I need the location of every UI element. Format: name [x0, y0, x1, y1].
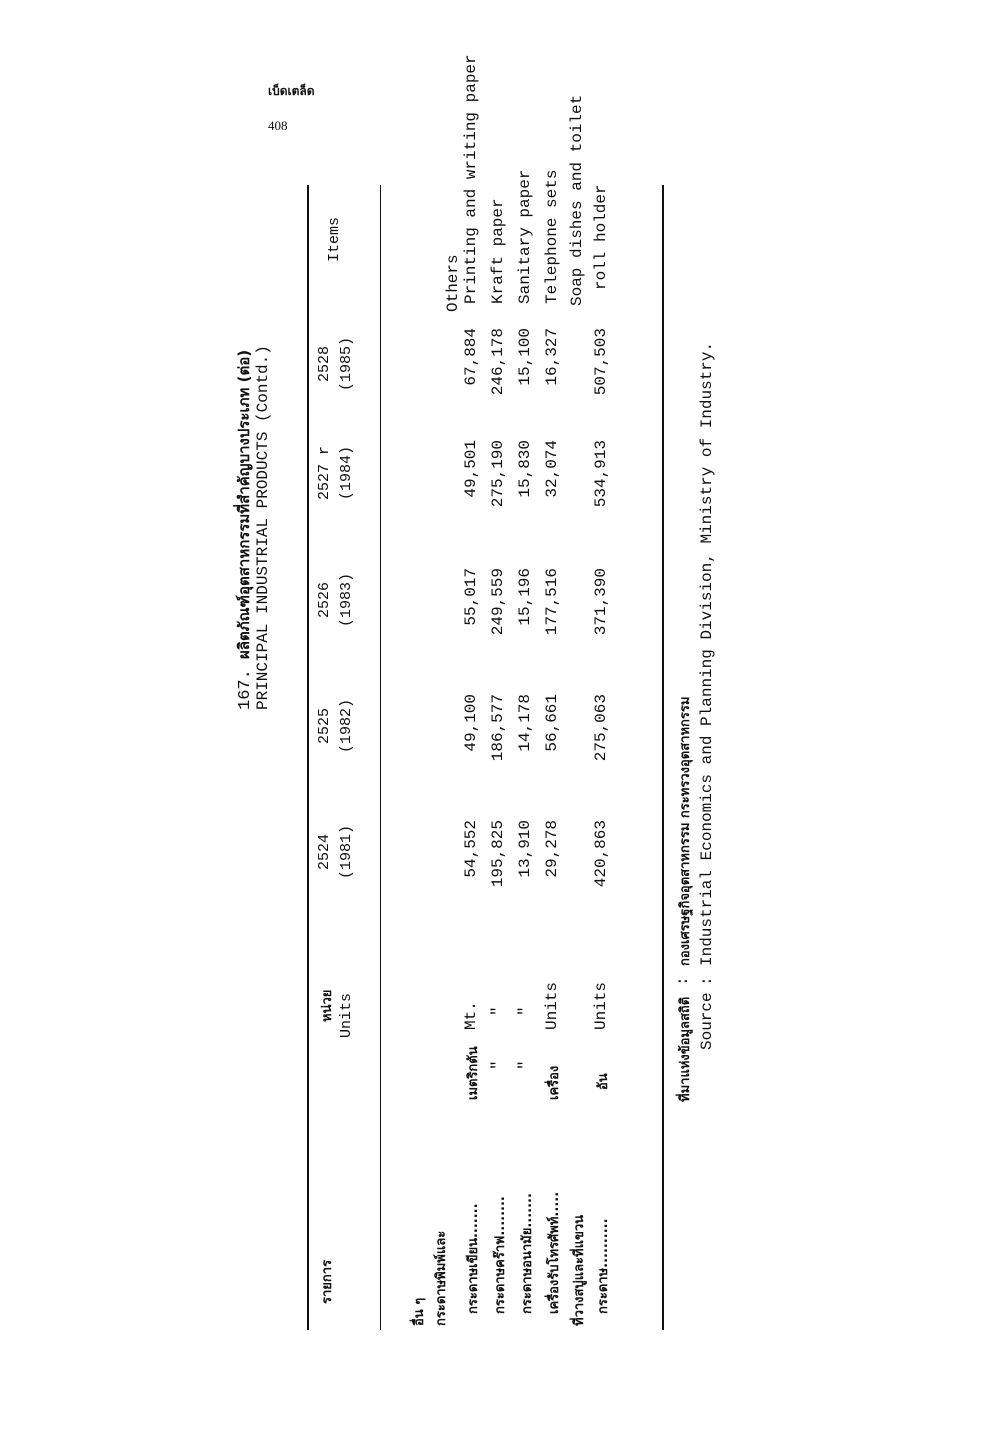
row-4-unit-thai: เครื่อง: [547, 1065, 562, 1100]
row-1-1982: 49,100: [462, 694, 480, 752]
row-1-unit-thai: เมตริกตัน: [466, 1046, 481, 1100]
row-4-1985: 16,327: [543, 328, 561, 386]
col-header-units: Units: [338, 992, 355, 1038]
col-header-1985: (1985): [338, 337, 355, 392]
col-header-units-thai: หน่วย: [320, 989, 335, 1022]
source-label-thai: ที่มาแห่งข้อมูลสถิติ: [678, 996, 693, 1102]
table-title-thai: ผลิตภัณฑ์อุตสาหกรรมที่สำคัญบางประเภท (ต่อ): [235, 349, 253, 659]
group-heading-thai-2: กระดาษพิมพ์และ: [434, 1230, 449, 1326]
source-colon: :: [698, 976, 716, 986]
row-2-1981: 195,825: [489, 820, 507, 888]
col-header-2524: 2524: [316, 834, 333, 871]
group-heading-thai: อื่น ๆ: [412, 1297, 427, 1326]
top-rule: [307, 185, 309, 1330]
row-5-1981: 420,863: [592, 820, 610, 888]
col-header-1982: (1982): [338, 699, 355, 754]
row-4-1984: 32,074: [543, 440, 561, 498]
col-header-2527: 2527 r: [316, 446, 333, 501]
header-rule: [380, 185, 381, 1330]
row-2-unit: ": [489, 1006, 507, 1016]
table-title-english: PRINCIPAL INDUSTRIAL PRODUCTS (Contd.): [254, 345, 272, 710]
row-3-1984: 15,830: [516, 440, 534, 498]
row-3-1982: 14,178: [516, 694, 534, 752]
row-3-item-thai: กระดาษอนามัย.......: [520, 1193, 535, 1314]
group-heading-english: Others: [444, 254, 462, 312]
page-number: 408: [268, 118, 288, 133]
row-5-1982: 275,063: [592, 694, 610, 762]
source-text-thai: กองเศรษฐกิจอุตสาหกรรม กระทรวงอุตสาหกรรม: [678, 696, 693, 966]
row-5-1985: 507,503: [592, 328, 610, 396]
row-1-1985: 67,884: [462, 328, 480, 386]
row-5-1983: 371,390: [592, 568, 610, 636]
row-4-unit: Units: [543, 981, 561, 1030]
row-2-item-thai: กระดาษคร๊าฟ........: [493, 1196, 508, 1314]
row-1-1981: 54,552: [462, 820, 480, 878]
row-5-item-thai-2: กระดาษ..........: [596, 1218, 611, 1314]
table-number: 167.: [236, 669, 255, 710]
row-3-unit-thai: ": [516, 1060, 534, 1070]
row-4-item-english: Telephone sets: [543, 169, 561, 304]
row-2-1983: 249,559: [489, 568, 507, 636]
row-5-item-english-2: roll holder: [592, 184, 610, 290]
row-2-1985: 246,178: [489, 328, 507, 396]
row-5-item-english: Soap dishes and toilet: [568, 94, 586, 306]
row-1-unit: Mt.: [462, 1001, 480, 1030]
row-4-1983: 177,516: [543, 568, 561, 636]
row-2-1982: 186,577: [489, 694, 507, 762]
row-4-1981: 29,278: [543, 820, 561, 878]
table-title: [232, 350, 256, 710]
col-header-items-thai: รายการ: [320, 1259, 335, 1304]
row-1-item-english: Printing and writing paper: [462, 54, 480, 304]
col-header-2525: 2525: [316, 708, 333, 745]
source-text: Industrial Economics and Planning Division, Ministry of Industry.: [698, 341, 716, 966]
col-header-1983: (1983): [338, 573, 355, 628]
col-header-2526: 2526: [316, 582, 333, 619]
row-4-item-thai: เครื่องรับโทรศัพท์.....: [547, 1191, 562, 1314]
col-header-items: Items: [326, 216, 343, 262]
source-colon-thai: :: [674, 976, 692, 986]
row-5-1984: 534,913: [592, 440, 610, 508]
row-3-unit: ": [516, 1006, 534, 1016]
row-4-1982: 56,661: [543, 694, 561, 752]
row-1-item-thai: กระดาษเขียน.......: [466, 1203, 481, 1314]
col-header-1981: (1981): [338, 825, 355, 880]
col-header-2528: 2528: [316, 346, 333, 383]
row-5-unit: Units: [592, 981, 610, 1030]
row-5-unit-thai: อัน: [596, 1073, 611, 1090]
col-header-1984: (1984): [338, 446, 355, 501]
row-3-1985: 15,100: [516, 328, 534, 386]
row-1-1984: 49,501: [462, 440, 480, 498]
bottom-rule: [662, 185, 664, 1330]
row-2-1984: 275,190: [489, 440, 507, 508]
row-2-item-english: Kraft paper: [489, 198, 507, 304]
row-3-1981: 13,910: [516, 820, 534, 878]
running-header: เบ็ดเตล็ด: [268, 84, 315, 98]
row-5-item-thai: ที่วางสบู่และที่แขวน: [572, 1214, 587, 1326]
row-1-1983: 55,017: [462, 568, 480, 626]
row-3-item-english: Sanitary paper: [516, 169, 534, 304]
source-label: Source: [698, 992, 716, 1050]
row-2-unit-thai: ": [489, 1060, 507, 1070]
row-3-1983: 15,196: [516, 568, 534, 626]
